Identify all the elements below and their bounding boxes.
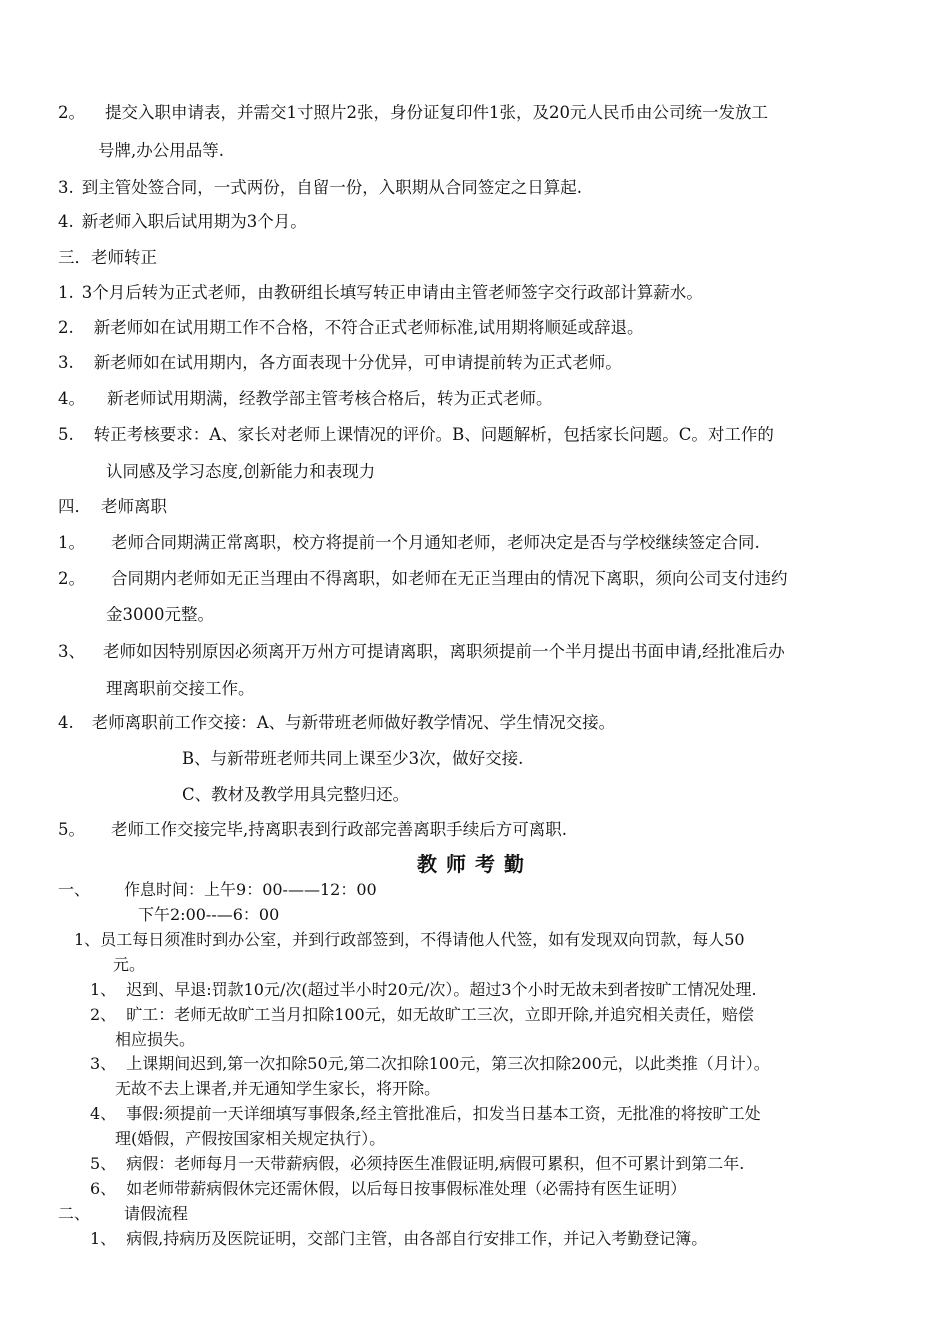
list-item: 3、 老师如因特别原因必须离开万州方可提请离职，离职须提前一个半月提出书面申请,经批准后办 (58, 642, 785, 661)
list-item: 无故不去上课者,并无通知学生家长，将开除。 (115, 1079, 441, 1098)
list-item: 1。 老师合同期满正常离职，校方将提前一个月通知老师，老师决定是否与学校继续签定合同. (58, 533, 760, 552)
list-item: 2. 新老师如在试用期工作不合格，不符合正式老师标准,试用期将顺延或辞退。 (58, 318, 644, 337)
list-item: 4、 事假:须提前一天详细填写事假条,经主管批准后，扣发当日基本工资，无批准的将按旷工处 (90, 1104, 761, 1123)
list-item: 2、 旷工：老师无故旷工当月扣除100元，如无故旷工三次，立即开除,并追究相关责任，赔偿 (90, 1005, 754, 1024)
section-heading: 四． 老师离职 (58, 497, 167, 516)
list-item: 3、 上课期间迟到,第一次扣除50元,第二次扣除100元，第三次扣除200元，以此类推（月计）。 (90, 1054, 770, 1073)
list-item: 4. 新老师入职后试用期为3个月。 (58, 212, 307, 231)
list-item: 理(婚假，产假按国家相关规定执行）。 (115, 1129, 386, 1148)
section-heading: 三．老师转正 (58, 248, 157, 267)
list-item: 下午2:00--—6：00 (138, 905, 280, 924)
list-item: 元。 (113, 955, 146, 974)
list-item: 1、 迟到、早退:罚款10元/次(超过半小时20元/次）。超过3个小时无故未到者按旷工情况处理. (90, 980, 757, 999)
list-item: 1. 3个月后转为正式老师，由教研组长填写转正申请由主管老师签字交行政部计算薪水。 (58, 283, 703, 302)
list-item: 理离职前交接工作。 (106, 679, 255, 698)
list-item: 5、 病假：老师每月一天带薪病假，必须持医生准假证明,病假可累积，但不可累计到第二年. (90, 1154, 745, 1173)
section-heading: 一、 作息时间：上午9：00-——12：00 (58, 880, 377, 899)
list-item: 金3000元整。 (106, 605, 214, 624)
list-item: 4。 新老师试用期满，经教学部主管考核合格后，转为正式老师。 (58, 389, 553, 408)
list-item: C、教材及教学用具完整归还。 (182, 785, 410, 804)
list-item: 认同感及学习态度,创新能力和表现力 (106, 462, 376, 481)
list-item: 2。 提交入职申请表，并需交1寸照片2张，身份证复印件1张，及20元人民币由公司统一发放工 (58, 103, 768, 122)
list-item: 3. 到主管处签合同，一式两份，自留一份，入职期从合同签定之日算起. (58, 178, 582, 197)
list-item: 相应损失。 (115, 1030, 196, 1049)
list-item: 号牌,办公用品等. (98, 141, 224, 160)
list-item: 5。 老师工作交接完毕,持离职表到行政部完善离职手续后方可离职. (58, 820, 567, 839)
list-item: 1、员工每日须准时到办公室，并到行政部签到，不得请他人代签，如有发现双向罚款，每人50 (74, 930, 745, 949)
list-item: 2。 合同期内老师如无正当理由不得离职，如老师在无正当理由的情况下离职，须向公司支付违约 (58, 569, 788, 588)
list-item: 6、 如老师带薪病假休完还需休假，以后每日按事假标准处理（必需持有医生证明） (90, 1179, 687, 1198)
list-item: 1、 病假,持病历及医院证明，交部门主管，由各部自行安排工作，并记入考勤登记簿。 (90, 1229, 708, 1248)
list-item: 3. 新老师如在试用期内，各方面表现十分优异，可申请提前转为正式老师。 (58, 353, 622, 372)
section-heading: 二、 请假流程 (58, 1204, 189, 1223)
list-item: B、与新带班老师共同上课至少3次，做好交接. (182, 749, 524, 768)
list-item: 5. 转正考核要求：A、家长对老师上课情况的评价。B、问题解析，包括家长问题。C。对工作的 (58, 425, 774, 444)
list-item: 4. 老师离职前工作交接：A、与新带班老师做好教学情况、学生情况交接。 (58, 713, 616, 732)
section-title: 教师考勤 (417, 852, 533, 876)
